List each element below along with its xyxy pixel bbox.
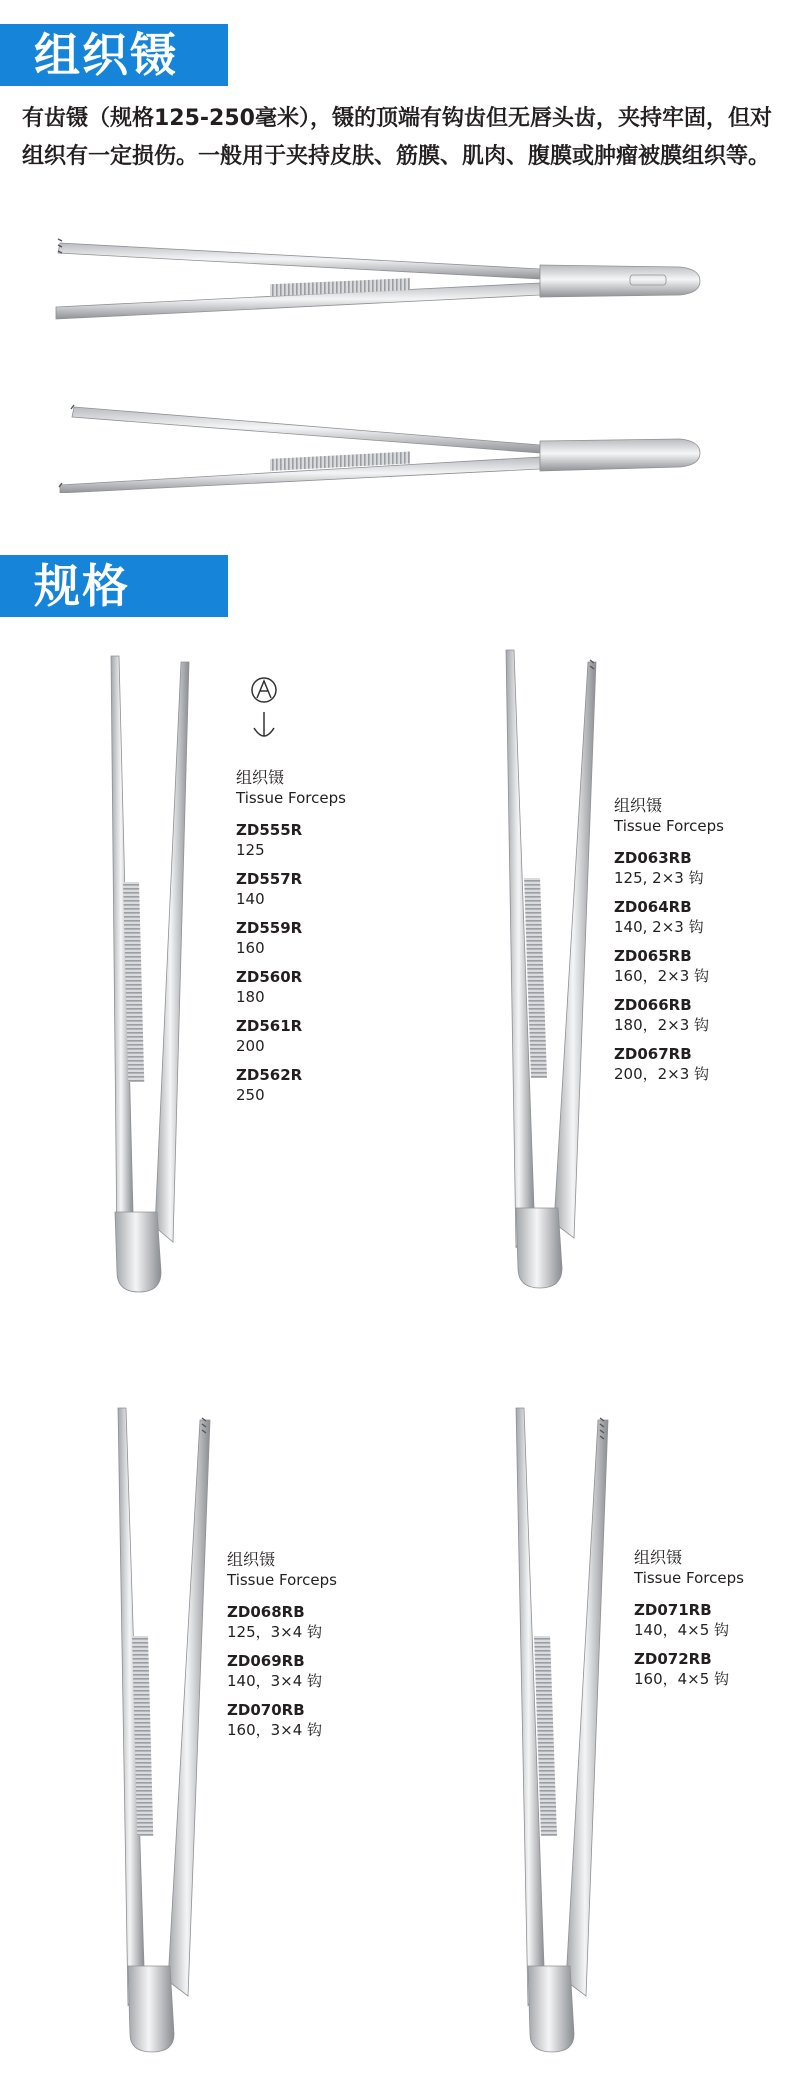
group-name-cn: 组织镊 [227,1550,276,1569]
item-code: ZD070RB [227,1701,305,1719]
item-size: 200 [236,1037,265,1055]
group-name-en: Tissue Forceps [614,817,724,835]
group-name-en: Tissue Forceps [236,789,346,807]
item-size: 140，4×5 钩 [634,1621,730,1639]
item-code: ZD068RB [227,1603,305,1621]
stainless-steel-icon [254,712,274,736]
item-size: 125, 2×3 钩 [614,869,704,887]
item-size: 200，2×3 钩 [614,1065,710,1083]
forceps-image-vertical-1 [95,652,215,1302]
spec-item [236,967,346,1007]
spec-group-2 [614,796,724,1084]
spec-item [236,1016,346,1056]
group-name-en: Tissue Forceps [634,1569,744,1587]
forceps-image-vertical-2 [492,648,612,1298]
group-name-cn: 组织镊 [634,1548,683,1567]
spec-item [614,897,724,937]
spec-item [227,1651,337,1691]
item-size: 160，3×4 钩 [227,1721,323,1739]
spec-item [614,946,724,986]
item-code: ZD065RB [614,947,692,965]
item-size: 160，2×3 钩 [614,967,710,985]
group-name-cn: 组织镊 [614,796,663,815]
spec-item [634,1600,744,1640]
item-size: 140，3×4 钩 [227,1672,323,1690]
item-code: ZD069RB [227,1652,305,1670]
item-size: 125 [236,841,265,859]
spec-group-4 [634,1548,744,1689]
item-code: ZD562R [236,1066,303,1084]
item-code: ZD559R [236,919,303,937]
item-size: 140, 2×3 钩 [614,918,704,936]
item-size: 180 [236,988,265,1006]
spec-item [634,1649,744,1689]
spec-item [614,1044,724,1084]
spec-item [227,1700,337,1740]
item-code: ZD067RB [614,1045,692,1063]
group-name-en: Tissue Forceps [227,1571,337,1589]
forceps-image-vertical-3 [108,1406,228,2056]
item-code: ZD561R [236,1017,303,1035]
spec-item [236,820,346,860]
forceps-image-vertical-4 [510,1406,630,2056]
spec-item [614,848,724,888]
item-size: 160，4×5 钩 [634,1670,730,1688]
item-code: ZD064RB [614,898,692,916]
symbol-icons [246,674,282,754]
item-code: ZD071RB [634,1601,712,1619]
item-size: 250 [236,1086,265,1104]
group-name-cn: 组织镊 [236,768,285,787]
forceps-image-horizontal-2 [0,393,789,493]
item-code: ZD063RB [614,849,692,867]
item-size: 140 [236,890,265,908]
forceps-image-horizontal-1 [0,225,789,325]
item-code: ZD555R [236,821,303,839]
spec-item [236,869,346,909]
item-code: ZD557R [236,870,303,888]
spec-item [236,918,346,958]
item-code: ZD560R [236,968,303,986]
section-title-specifications [0,555,228,617]
item-code: ZD072RB [634,1650,712,1668]
spec-group-1 [236,768,346,1105]
spec-item [236,1065,346,1105]
sterilizable-icon [252,678,276,702]
section-title-text: 组织镊 [34,28,178,82]
product-description: 有齿镊（规格125-250毫米），镊的顶端有钩齿但无唇头齿，夹持牢固，但对组织有一定损伤。一般用于夹持皮肤、筋膜、肌肉、腹膜或肿瘤被膜组织等。 [22,106,772,169]
item-code: ZD066RB [614,996,692,1014]
item-size: 125，3×4 钩 [227,1623,323,1641]
item-size: 180，2×3 钩 [614,1016,710,1034]
item-size: 160 [236,939,265,957]
spec-group-3 [227,1550,337,1740]
section-title-text: 规格 [34,559,130,613]
section-title-tissue-forceps [0,24,228,86]
spec-item [614,995,724,1035]
spec-item [227,1602,337,1642]
